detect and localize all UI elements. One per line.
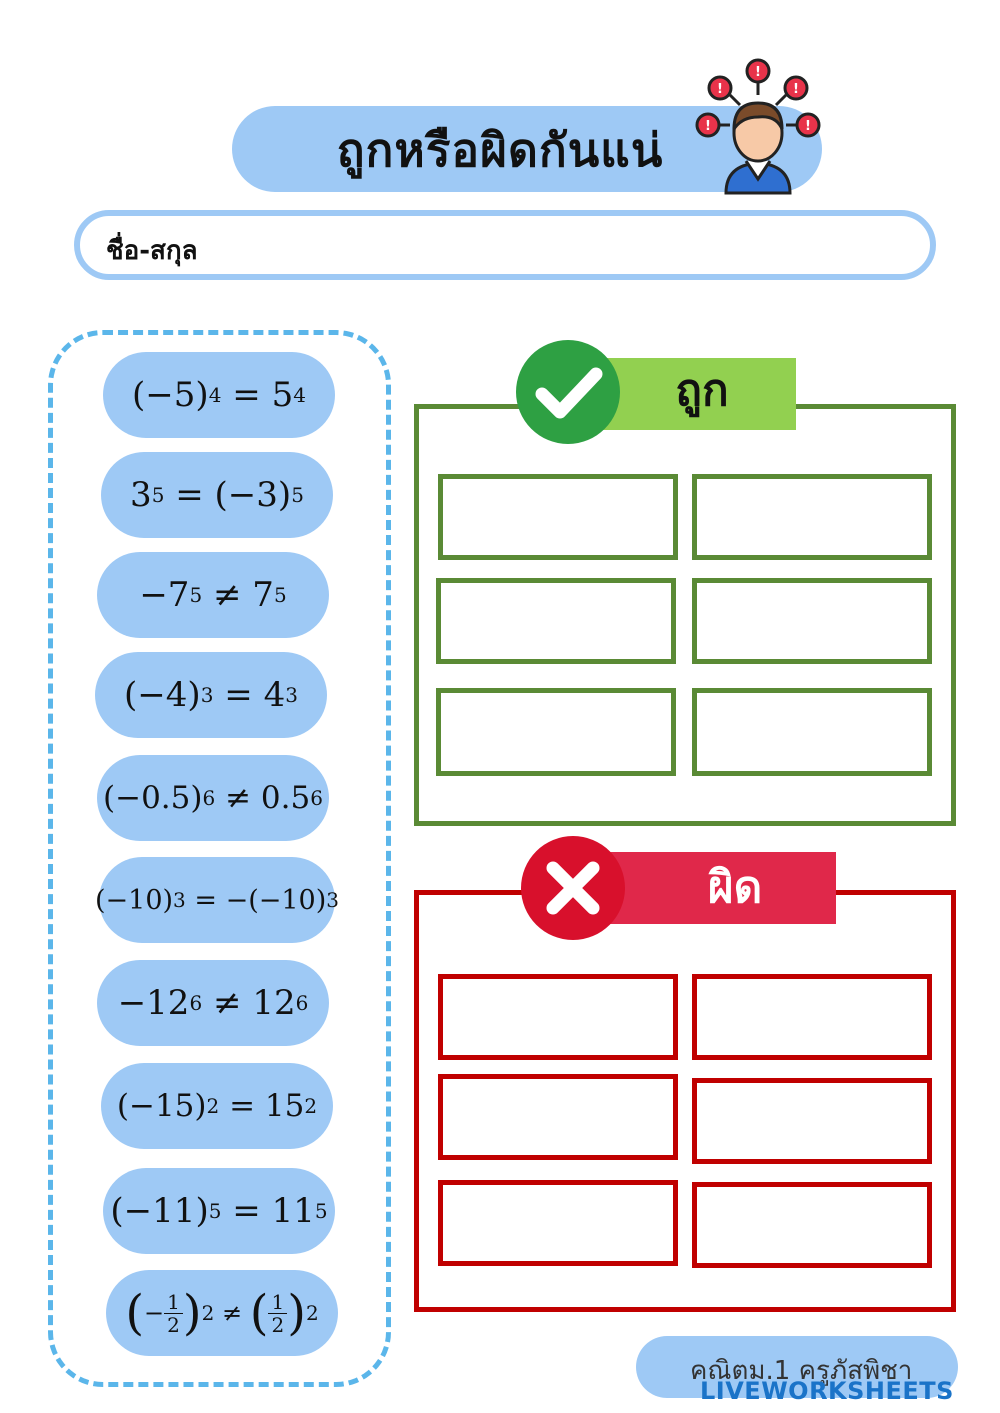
wrong-slot-2[interactable] — [692, 974, 932, 1060]
expression-card-9[interactable]: (−11) 5 = 11 5 — [103, 1168, 335, 1254]
expression-card-7[interactable]: −12 6 ≠ 12 6 — [97, 960, 329, 1046]
svg-text:!: ! — [717, 82, 723, 97]
wrong-slot-1[interactable] — [438, 974, 678, 1060]
correct-slot-1[interactable] — [438, 474, 678, 560]
expression-card-3[interactable]: −7 5 ≠ 7 5 — [97, 552, 329, 638]
confused-person-icon — [690, 55, 830, 195]
correct-slot-4[interactable] — [692, 578, 932, 664]
page-title: ถูกหรือผิดกันแน่ — [336, 123, 664, 177]
svg-text:!: ! — [805, 119, 811, 134]
expression-card-2[interactable]: 3 5 = (−3) 5 — [101, 452, 333, 538]
correct-slot-6[interactable] — [692, 688, 932, 776]
svg-text:!: ! — [755, 65, 761, 80]
svg-text:!: ! — [705, 119, 711, 134]
expression-card-4[interactable]: (−4) 3 = 4 3 — [95, 652, 327, 738]
liveworksheets-logo: LIVEWORKSHEETS — [700, 1377, 954, 1405]
credit-text: คณิตม.1 ครูภัสพิชา — [690, 1356, 913, 1386]
expression-card-10[interactable]: ( − $\frac{1}{2}$ ) 2 ≠ ( $\frac{1}{2}$ ) 2 — [106, 1270, 338, 1356]
expression-card-8[interactable]: (−15) 2 = 15 2 — [101, 1063, 333, 1149]
wrong-label: ผิด — [707, 862, 763, 913]
correct-label: ถูก — [675, 365, 729, 416]
wrong-slot-6[interactable] — [692, 1182, 932, 1268]
x-icon — [521, 836, 625, 940]
svg-text:!: ! — [793, 82, 799, 97]
expression-card-1[interactable]: (−5) 4 = 5 4 — [103, 352, 335, 438]
name-label: ชื่อ-สกุล — [106, 236, 198, 266]
expression-card-5[interactable]: (−0.5) 6 ≠ 0.5 6 — [97, 755, 329, 841]
wrong-slot-3[interactable] — [438, 1074, 678, 1160]
expression-card-6[interactable]: (−10) 3 = −(−10) 3 — [99, 857, 335, 943]
check-icon — [516, 340, 620, 444]
name-field[interactable] — [74, 210, 936, 280]
correct-slot-2[interactable] — [692, 474, 932, 560]
correct-slot-3[interactable] — [436, 578, 676, 664]
wrong-slot-4[interactable] — [692, 1078, 932, 1164]
wrong-slot-5[interactable] — [438, 1180, 678, 1266]
correct-slot-5[interactable] — [436, 688, 676, 776]
